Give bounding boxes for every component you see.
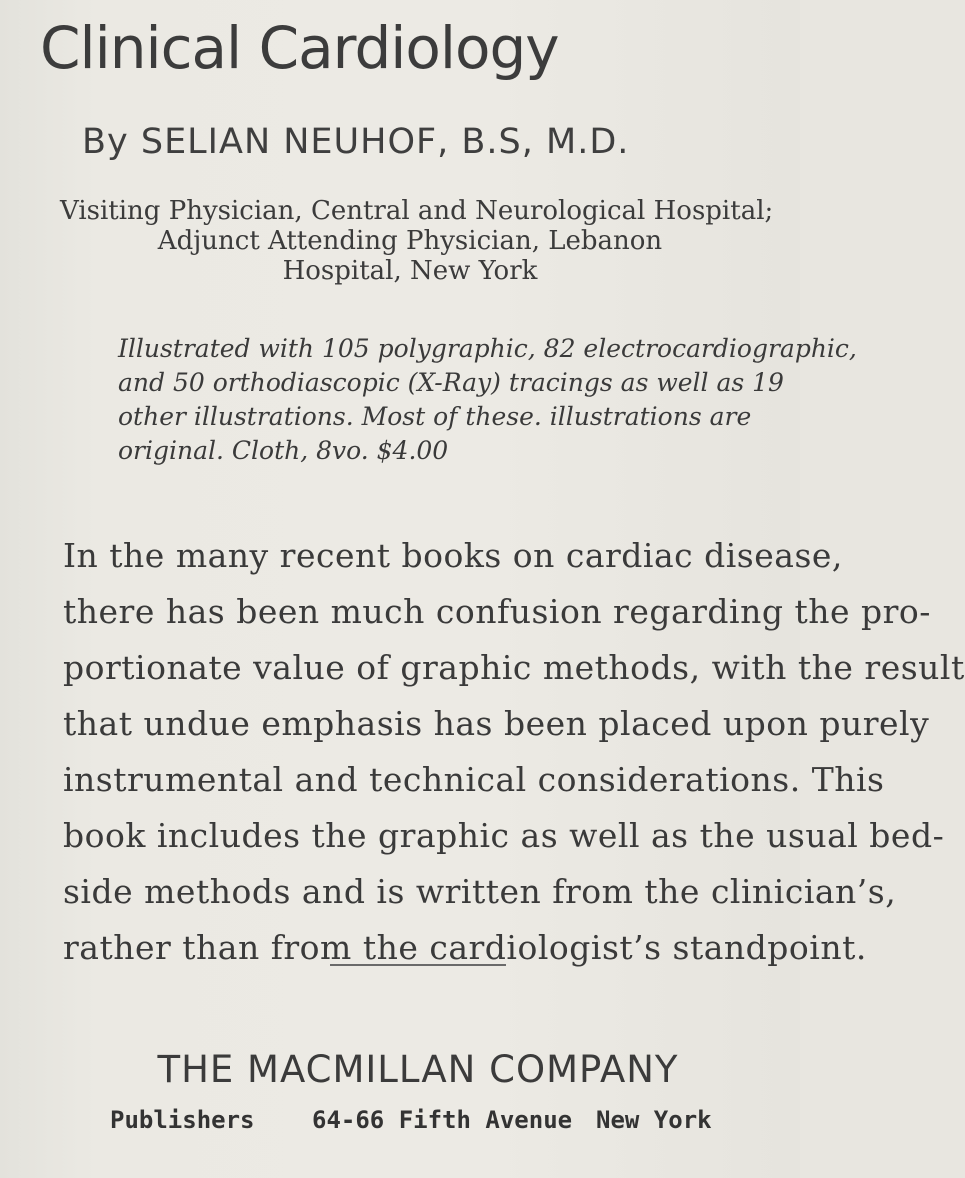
paragraph-line: portionate value of graphic methods, with the result [63,648,965,687]
paragraph-line: there has been much confusion regarding the pro- [63,592,931,631]
credentials-line: Visiting Physician, Central and Neurological Hospital; [60,196,774,226]
author-byline: By SELIAN NEUHOF, B.S, M.D. [82,122,630,162]
illustrations-note [118,332,857,468]
illustrations-line: and 50 orthodiascopic (X-Ray) tracings as well as 19 [118,368,784,397]
illustrations-line: Illustrated with 105 polygraphic, 82 electrocardiographic, [118,334,857,363]
illustrations-line: original. Cloth, 8vo. $4.00 [118,436,449,465]
author-credentials [60,196,774,286]
paragraph-line: rather than from the cardiologist’s standpoint. [63,928,867,967]
credentials-line: Adjunct Attending Physician, Lebanon [157,226,663,256]
paragraph-line: instrumental and technical considerations. This [63,760,885,799]
paragraph-line: that undue emphasis has been placed upon purely [63,704,930,743]
footer-address: 64-66 Fifth Avenue [312,1106,573,1134]
footer-city: New York [596,1106,712,1134]
paragraph-line: In the many recent books on cardiac disease, [63,536,843,575]
paragraph-line: book includes the graphic as well as the usual bed- [63,816,945,855]
description-paragraph [63,528,965,976]
publisher-name: THE MACMILLAN COMPANY [157,1048,679,1091]
credentials-line: Hospital, New York [282,256,538,286]
divider-rule [330,964,506,966]
paragraph-line: side methods and is written from the clinician’s, [63,872,897,911]
book-title: Clinical Cardiology [40,14,559,82]
footer-publishers-label: Publishers [110,1106,255,1134]
illustrations-line: other illustrations. Most of these. illustrations are [118,402,752,431]
